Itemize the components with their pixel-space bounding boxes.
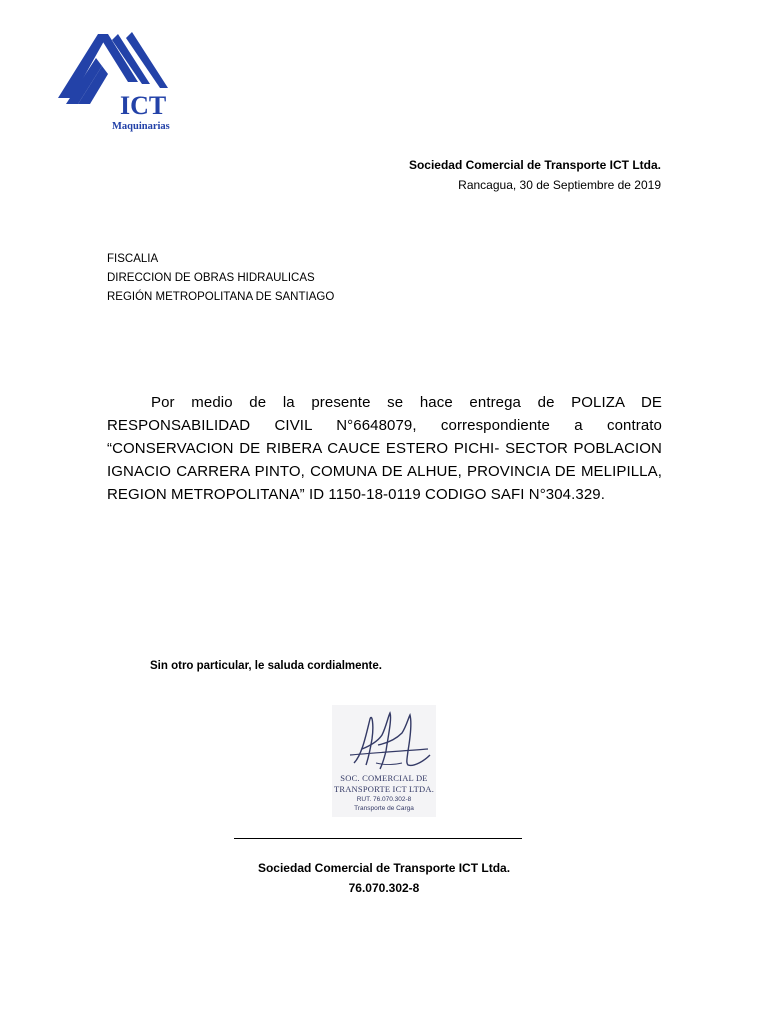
addressee-block (107, 250, 334, 307)
company-logo (56, 32, 176, 136)
signature-line (234, 838, 522, 839)
ict-logo-icon (56, 32, 176, 136)
addressee-line-1: FISCALIA (107, 253, 159, 265)
stamp-line-2: TRANSPORTE ICT LTDA. (333, 784, 435, 794)
footer-company: Sociedad Comercial de Transporte ICT Ltda. (257, 861, 511, 875)
logo-subtitle-text: Maquinarias (112, 121, 170, 132)
stamp-line-4: Transporte de Carga (354, 805, 414, 812)
sender-company: Sociedad Comercial de Transporte ICT Ltda. (408, 158, 661, 172)
letter-body: Por medio de la presente se hace entrega de POLIZA DE RESPONSABILIDAD CIVIL N°6648079, correspondiente a contrato “CONSERVACION DE RIBERA CAUCE ESTERO PICHI- SECTOR POBLACION IGNACIO CARRERA PINTO, COMUNA DE ALHUE, PROVINCIA DE MELIPILLA, REGION METROPOLITANA” ID 1150-18-0119 CODIGO SAFI N°304.329. (107, 394, 662, 503)
closing-line: Sin otro particular, le saluda cordialmente. (150, 660, 382, 672)
logo-brand-text: ICT (120, 91, 167, 120)
stamp-line-3: RUT. 76.070.302-8 (356, 796, 412, 803)
footer-block (234, 858, 534, 898)
place-date: Rancagua, 30 de Septiembre de 2019 (458, 178, 661, 192)
stamp-line-1: SOC. COMERCIAL DE (340, 773, 428, 783)
footer-rut: 76.070.302-8 (348, 881, 420, 895)
company-stamp (332, 705, 436, 817)
addressee-line-2: DIRECCION DE OBRAS HIDRAULICAS (107, 272, 315, 284)
addressee-line-3: REGIÓN METROPOLITANA DE SANTIAGO (107, 291, 335, 303)
sender-block (409, 155, 661, 195)
